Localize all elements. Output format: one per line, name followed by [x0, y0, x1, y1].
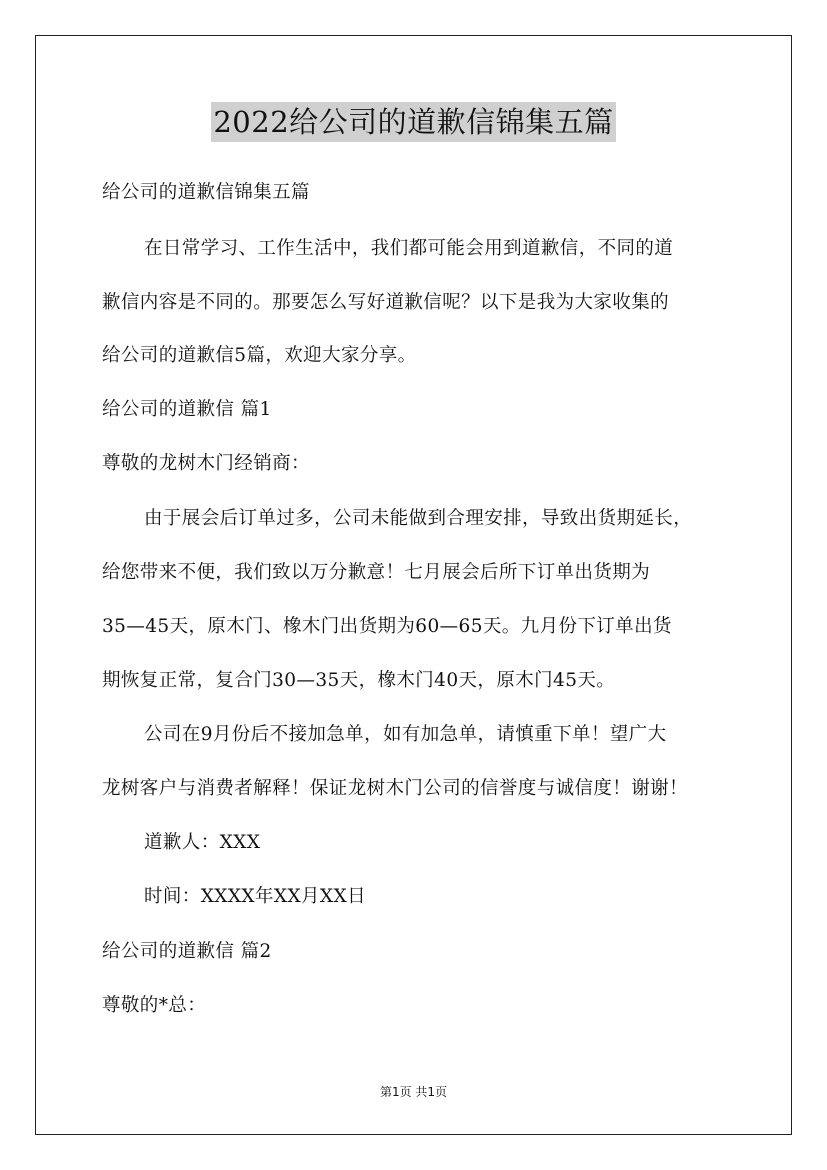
paragraph-line: 期恢复正常，复合门30—35天，橡木门40天，原木门45天。 — [102, 670, 616, 691]
document-title: 2022给公司的道歉信锦集五篇 — [211, 102, 615, 142]
subtitle-line: 给公司的道歉信锦集五篇 — [102, 182, 310, 203]
signature-line: 道歉人：XXX — [144, 832, 261, 853]
paragraph-line: 给您带来不便，我们致以万分歉意！七月展会后所下订单出货期为 — [102, 562, 651, 583]
title-container — [0, 102, 827, 142]
paragraph-line: 35—45天，原木门、橡木门出货期为60—65天。九月份下订单出货 — [102, 616, 672, 637]
salutation-line: 尊敬的龙树木门经销商： — [102, 453, 310, 474]
section-heading: 给公司的道歉信 篇1 — [102, 399, 272, 420]
paragraph-line: 在日常学习、工作生活中，我们都可能会用到道歉信，不同的道 — [144, 238, 674, 259]
paragraph-line: 龙树客户与消费者解释！保证龙树木门公司的信誉度与诚信度！谢谢！ — [102, 778, 688, 799]
page-footer: 第1页 共1页 — [379, 1085, 448, 1099]
salutation-line: 尊敬的*总： — [102, 995, 207, 1016]
date-line: 时间：XXXX年XX月XX日 — [144, 886, 366, 907]
paragraph-line: 歉信内容是不同的。那要怎么写好道歉信呢？以下是我为大家收集的 — [102, 292, 670, 313]
section-heading: 给公司的道歉信 篇2 — [102, 941, 272, 962]
paragraph-line: 公司在9月份后不接加急单，如有加急单，请慎重下单！望广大 — [144, 724, 667, 745]
paragraph-line: 给公司的道歉信5篇，欢迎大家分享。 — [102, 345, 417, 366]
paragraph-line: 由于展会后订单过多，公司未能做到合理安排，导致出货期延长， — [144, 508, 693, 529]
